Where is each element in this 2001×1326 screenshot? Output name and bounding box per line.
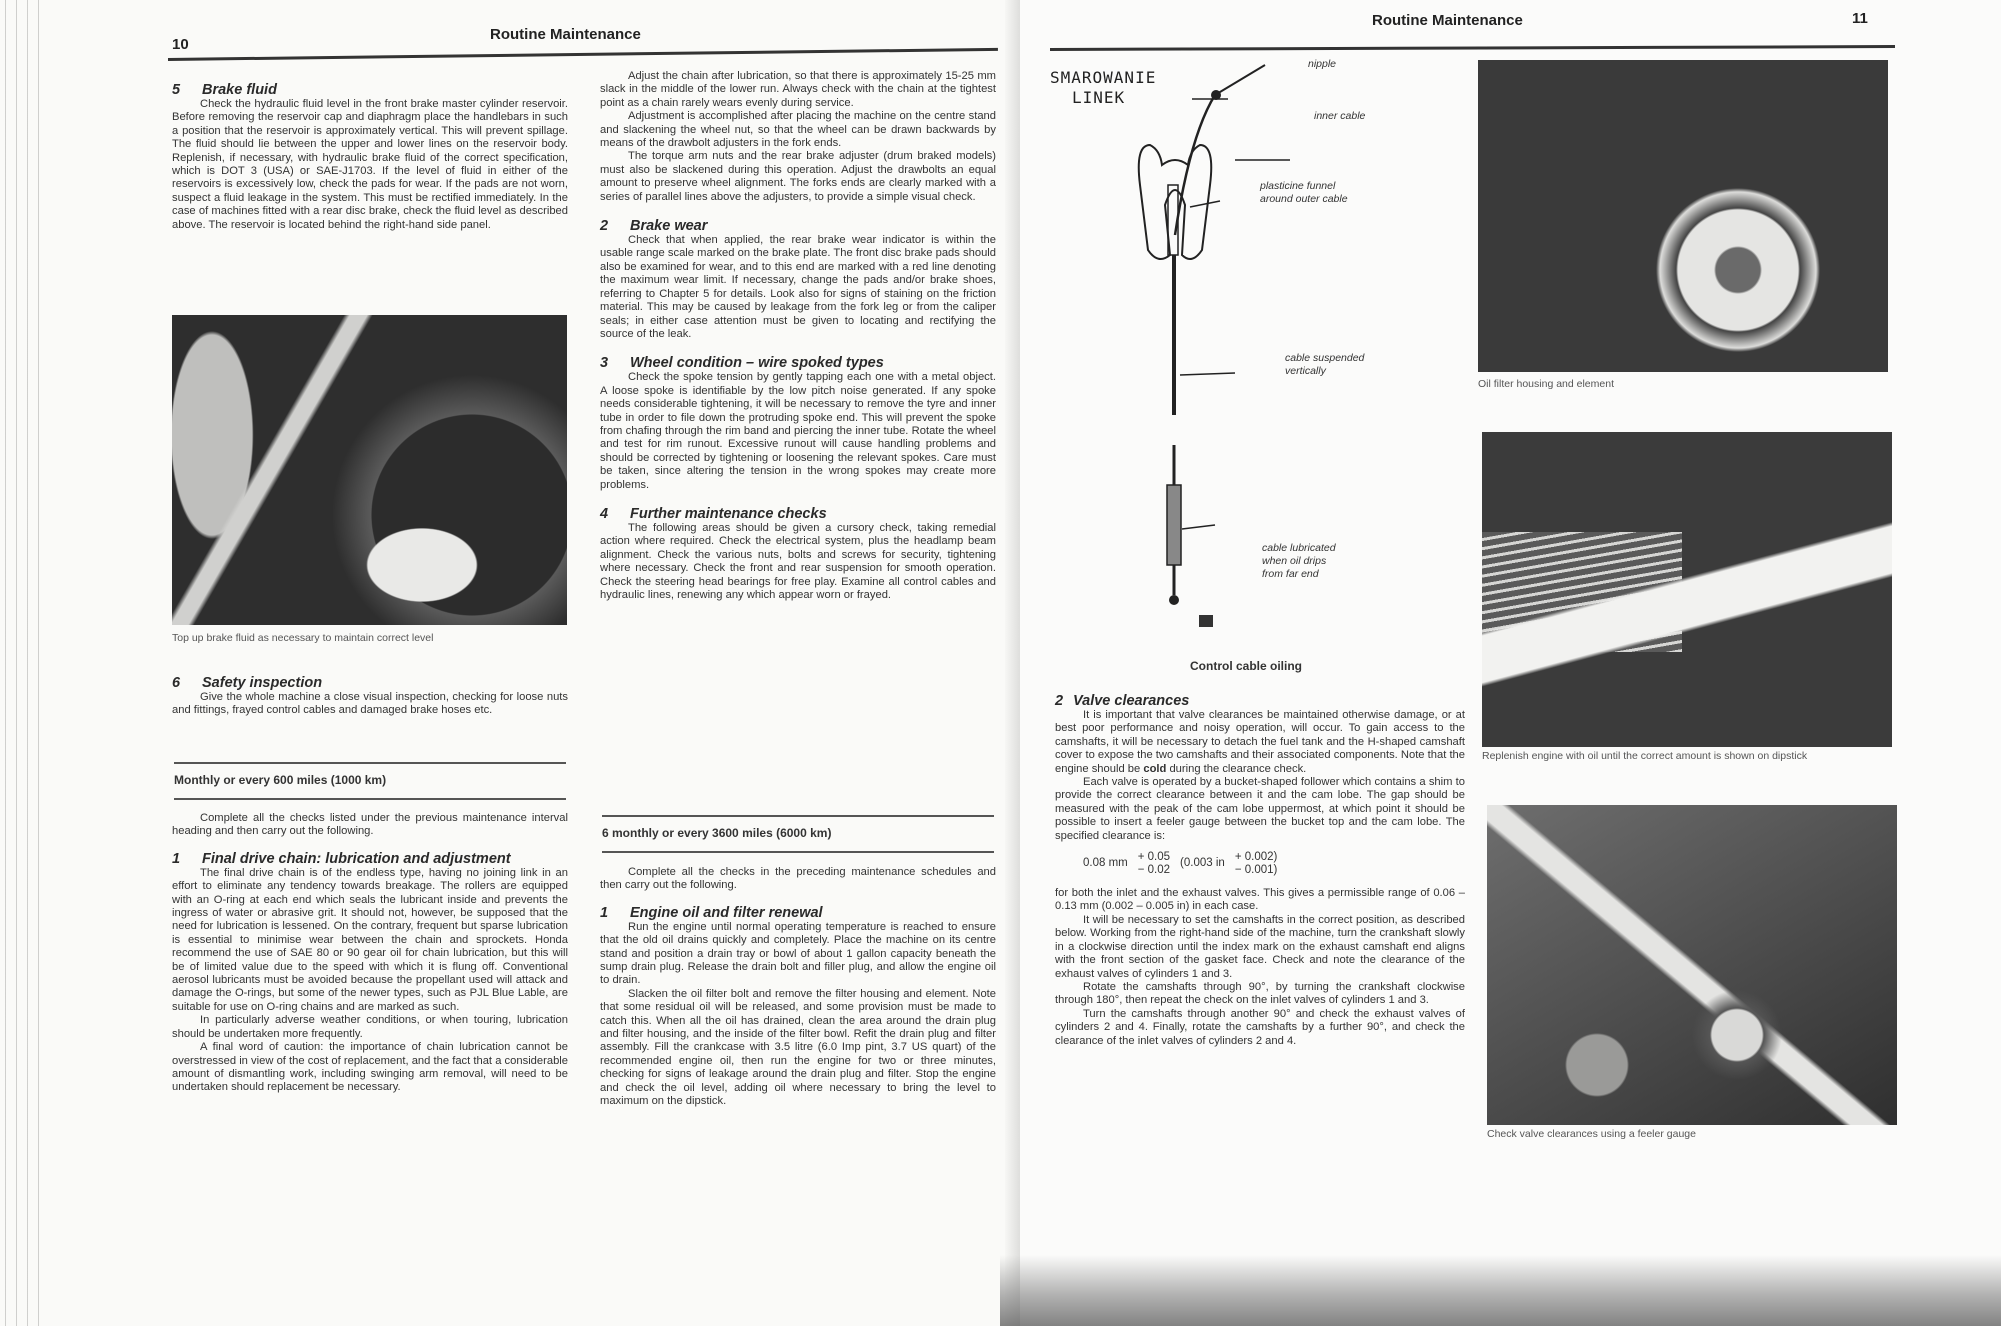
label-inner-cable: inner cable: [1314, 110, 1366, 122]
right-page: [1020, 0, 2001, 1326]
diagram-caption: Control cable oiling: [1190, 659, 1303, 673]
label-nipple: nipple: [1308, 58, 1337, 70]
valve-text-4: It will be necessary to set the camshafts in the correct position, as described below. Working from the right-hand side of the machine, turn the crankshaft slowly in a clockwise direction until the index mark on the exhaust camshaft end aligns with the front section of the gasket face. Check and note the clearance of the exhaust valves of cylinders 1 and 3.: [1055, 913, 1465, 980]
label-cable-suspended: cable suspended vertically: [1285, 352, 1365, 377]
left-column-2-bottom: [600, 866, 996, 1109]
brake-fluid-text: Check the hydraulic fluid level in the front brake master cylinder reservoir. Before removing the reservoir cap and diaphragm place the handlebars in such a position that the reservoir is approximately vertical. This will prevent spillage. The fluid should lie between the upper and lower lines on the reservoir body. Replenish, if necessary, with hydraulic brake fluid of the correct specification, which is DOT 3 (USA) or SAE-J1703. If the level of fluid in either of the reservoirs is excessively low, check the pads for wear. If the pads are not worn, suspect a fluid leakage in the system. This must be rectified immediately. In the case of machines fitted with a rear disc brake, check the fluid level as described above. The reservoir is located behind the right-hand side panel.: [172, 98, 568, 231]
label-plasticine-funnel: plasticine funnel around outer cable: [1260, 180, 1348, 205]
section-heading-valve: 2 Valve clearances: [1055, 693, 1190, 709]
header-rule: [1050, 45, 1895, 51]
handwritten-note: SMAROWANIE LINEK: [1050, 68, 1157, 107]
chain-text-1: The final drive chain is of the endless type, having no joining link in an effort to eliminate any tendency towards breakage. The rollers are equipped with an O-ring at each end which seals the lubricant inside and prevents the ingress of water or abrasive grit. It should not, however, be supposed that the need for lubrication is lessened. On the contrary, frequent but sparse lubrication is essential to minimise wear between the chain and sprockets. Honda recommend the use of SAE 80 or 90 gear oil for chain lubrication, but this will be of limited value due to the speed with which it is flung off. Conventional aerosol lubricants must be avoided because the propellant used will attack and damage the O-rings, but some of the newer types, such as PJL Blue Lable, are suitable for use on O-ring chains and are marked as such.: [172, 866, 568, 1013]
valve-text-6: Turn the camshafts through another 90° and check the exhaust valves of cylinders 2 and 4. Finally, rotate the camshafts by a further 90°, and check the clearance of the inlet valves of cylinders 2 and 4.: [1055, 1007, 1465, 1047]
photo-brake-fluid: [172, 315, 567, 625]
section-heading-engine-oil: 1 Engine oil and filter renewal: [600, 904, 823, 921]
photo-caption-oil-filter: Oil filter housing and element: [1478, 378, 1614, 390]
engine-oil-text-1: Run the engine until normal operating temperature is reached to ensure that the old oil drains quickly and completely. Place the machine on its centre stand and position a drain tray or bowl of about 1 gallon capacity beneath the sump drain plug. Release the drain bolt and filler plug, and allow the engine oil to drain.: [600, 920, 996, 987]
header-rule: [168, 48, 998, 61]
running-head: Routine Maintenance: [1372, 12, 1523, 29]
valve-text-1: It is important that valve clearances be maintained otherwise damage, or at best poor performance and noisy operation, will occur. To gain access to the camshafts, it will be necessary to detach the fuel tank and the H-shaped camshaft cover to expose the two camshafts and their associated components. Note that the engine should be cold during the clearance check.: [1055, 709, 1465, 775]
photo-replenish-oil: [1482, 432, 1892, 747]
section-heading-brake-fluid: 5 Brake fluid: [172, 82, 277, 98]
section-heading-chain: 1 Final drive chain: lubrication and adjustment: [172, 850, 511, 867]
interval-heading-6-monthly: 6 monthly or every 3600 miles (6000 km): [602, 815, 994, 853]
chain-adjust-text-2: Adjustment is accomplished after placing the machine on the centre stand and slackening the wheel nut, so that the wheel can be drawn backwards by means of the drawbolt adjusters in the fork ends.: [600, 110, 996, 150]
valve-text-5: Rotate the camshafts through 90°, by turning the crankshaft clockwise through 180°, then repeat the check on the inlet valves of cylinders 1 and 3.: [1055, 980, 1465, 1007]
page-shadow: [1000, 1255, 2001, 1326]
left-column-1-bottom: [172, 812, 568, 1095]
photo-caption-valve: Check valve clearances using a feeler gauge: [1487, 1128, 1696, 1140]
chain-text-2: In particularly adverse weather conditions, or when touring, lubrication should be undertaken more frequently.: [172, 1014, 568, 1040]
brake-wear-text: Check that when applied, the rear brake wear indicator is within the usable range scale marked on the brake plate. The front disc brake pads should also be examined for wear, and to this end are marked with a red line denoting the maximum wear limit. If necessary, change the pads and/or brake shoes, referring to Chapter 5 for details. Look also for signs of staining on the friction material. This may be caused by leakage from the fork leg or from the caliper seals; in either case attention must be given to locating and rectifying the source of the leak.: [600, 234, 996, 340]
photo-caption-brake-fluid: Top up brake fluid as necessary to maintain correct level: [172, 632, 434, 644]
valve-text-2: Each valve is operated by a bucket-shaped follower which contains a shim to provide the correct clearance between it and the cam lobe. The gap should be measured with the peak of the cam lobe uppermost, at which point it should be possible to insert a feeler gauge between the bucket top and the cam lobe. The specified clearance is:: [1055, 776, 1465, 842]
valve-text-3: for both the inlet and the exhaust valves. This gives a permissible range of 0.06 – 0.13 mm (0.002 – 0.005 in) in each case.: [1055, 887, 1465, 913]
running-head: Routine Maintenance: [490, 26, 641, 43]
monthly-intro: Complete all the checks listed under the previous maintenance interval heading and then carry out the following.: [172, 812, 568, 838]
left-column-2: [600, 70, 996, 602]
label-cable-lubricated: cable lubricated when oil drips from far end: [1262, 542, 1336, 580]
page-number: 11: [1852, 10, 1868, 27]
page-number: 10: [172, 36, 189, 53]
section-heading-brake-wear: 2 Brake wear: [600, 218, 708, 235]
left-column-1: [172, 82, 568, 232]
chain-text-3: A final word of caution: the importance of chain lubrication cannot be overstressed in view of the cost of replacement, and the fact that a considerable amount of dismantling work, including swinging arm removal, will need to be undertaken should replacement be necessary.: [172, 1041, 568, 1094]
left-column-1-lower: [172, 675, 568, 718]
chain-adjust-text-3: The torque arm nuts and the rear brake adjuster (drum braked models) must also be slackened during this operation. Adjust the drawbolts an equal amount to preserve wheel alignment. The forks ends are clearly marked with a series of parallel lines above the adjusters, to provide a simple visual check.: [600, 150, 996, 203]
chain-adjust-text-1: Adjust the chain after lubrication, so that there is approximately 15-25 mm slack in the middle of the lower run. Always check with the chain at the tightest point as a chain rarely wears evenly during service.: [600, 70, 996, 109]
engine-oil-text-2: Slacken the oil filter bolt and remove the filter housing and element. Note that some residual oil will be released, and some provision must be made to catch this. When all the oil has drained, clean the area around the drain plug and filter housing, and the inside of the filter bowl. Refit the drain plug and filter assembly. Fill the crankcase with 3.5 litre (6.0 Imp pint, 3.7 US quart) of the recommended engine oil, then run the engine for two or three minutes, checking for signs of leakage around the drain plug and filter. Stop the engine and check the oil level, adding oil where necessary to bring the level to maximum on the dipstick.: [600, 987, 996, 1108]
section-heading-further: 4 Further maintenance checks: [600, 505, 827, 522]
right-column-text: [1055, 693, 1465, 1048]
safety-text: Give the whole machine a close visual inspection, checking for loose nuts and fittings, frayed control cables and damaged brake hoses etc.: [172, 691, 568, 717]
book-binding-edge: [0, 0, 40, 1326]
further-text: The following areas should be given a cursory check, taking remedial action where required. Check the electrical system, plus the headlamp beam alignment. Check the various nuts, bolts and screws for security, tightening where necessary. Check the front and rear suspension for smooth operation. Check the steering head bearings for free play. Examine all control cables and hydraulic lines, renewing any which appear worn or frayed.: [600, 521, 996, 601]
photo-valve-clearance: [1487, 805, 1897, 1125]
wheel-text: Check the spoke tension by gently tapping each one with a metal object. A loose spoke is identifiable by the low pitch noise generated. If any spoke needs considerable tightening, it will be necessary to remove the tyre and inner tube in order to file down the protruding spoke end. This will prevent the spoke from chafing through the rim band and piercing the inner tube. Rotate the wheel and test for rim runout. Excessive runout will cause handling problems and should be corrected by tightening or loosening the relevant spokes. Care must be taken, since altering the tension in the wrong spokes may create more problems.: [600, 371, 996, 491]
interval-heading-monthly: Monthly or every 600 miles (1000 km): [174, 762, 566, 800]
photo-caption-replenish: Replenish engine with oil until the correct amount is shown on dipstick: [1482, 750, 1808, 762]
six-monthly-intro: Complete all the checks in the preceding maintenance schedules and then carry out the following.: [600, 866, 996, 892]
section-heading-wheel: 3 Wheel condition – wire spoked types: [600, 355, 884, 372]
photo-oil-filter: [1478, 60, 1888, 372]
section-heading-safety: 6 Safety inspection: [172, 675, 323, 691]
clearance-spec: 0.08 mm + 0.05 − 0.02 (0.003 in + 0.002) − 0.001): [1083, 851, 1278, 877]
